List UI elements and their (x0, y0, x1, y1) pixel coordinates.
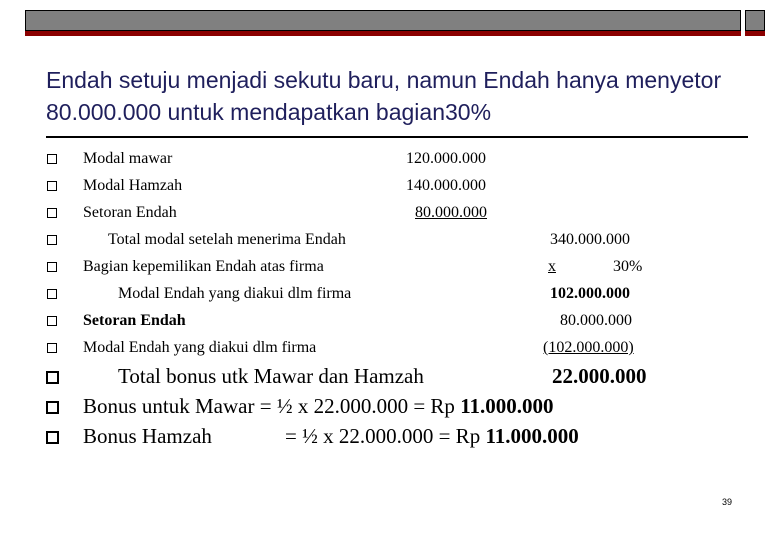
header-bar (25, 10, 741, 31)
row-total: 80.000.000 (560, 312, 632, 329)
bullet-icon (47, 154, 57, 164)
row-label: Modal Endah yang diakui dlm firma (118, 285, 352, 302)
row-total: 102.000.000 (550, 285, 630, 302)
bullet-icon (47, 208, 57, 218)
bullet-icon (47, 235, 57, 245)
bullet-icon (47, 181, 57, 191)
row-label: Setoran Endah (83, 312, 186, 329)
row-label: Modal Hamzah (83, 177, 183, 194)
summary-label: Bonus untuk Mawar = ½ x 22.000.000 = Rp 11.000.000 (83, 394, 554, 418)
bullet-icon (46, 431, 59, 444)
bullet-icon (46, 401, 59, 414)
bullet-icon (47, 343, 57, 353)
header-corner-box (745, 10, 765, 31)
summary-label: Total bonus utk Mawar dan Hamzah (118, 364, 424, 388)
slide-title: Endah setuju menjadi sekutu baru, namun Endah hanya menyetor 80.000.000 untuk mendapatkan bagian30% (46, 67, 722, 125)
bullet-icon (47, 262, 57, 272)
bullet-icon (47, 316, 57, 326)
row-label: Setoran Endah (83, 204, 177, 221)
row-value: 140.000.000 (406, 177, 486, 194)
row-label: Bagian kepemilikan Endah atas firma (83, 258, 324, 275)
row-label: Modal mawar (83, 150, 173, 167)
row-total: 340.000.000 (550, 231, 630, 248)
row-label: Modal Endah yang diakui dlm firma (83, 339, 317, 356)
header-corner-strip (745, 31, 765, 36)
row-value: 120.000.000 (406, 150, 486, 167)
row-label: Total modal setelah menerima Endah (108, 231, 346, 248)
summary-label: Bonus Hamzah (83, 424, 212, 448)
header-accent-strip (25, 31, 741, 36)
row-total: 30% (613, 258, 643, 275)
title-divider (46, 136, 748, 138)
row-total-prefix: x (548, 258, 556, 275)
page-number: 39 (722, 497, 733, 507)
summary-total: 22.000.000 (552, 364, 647, 388)
bullet-icon (46, 371, 59, 384)
summary-formula: = ½ x 22.000.000 = Rp 11.000.000 (285, 424, 579, 448)
row-value: 80.000.000 (415, 204, 487, 221)
bullet-icon (47, 289, 57, 299)
row-total: (102.000.000) (543, 339, 634, 356)
